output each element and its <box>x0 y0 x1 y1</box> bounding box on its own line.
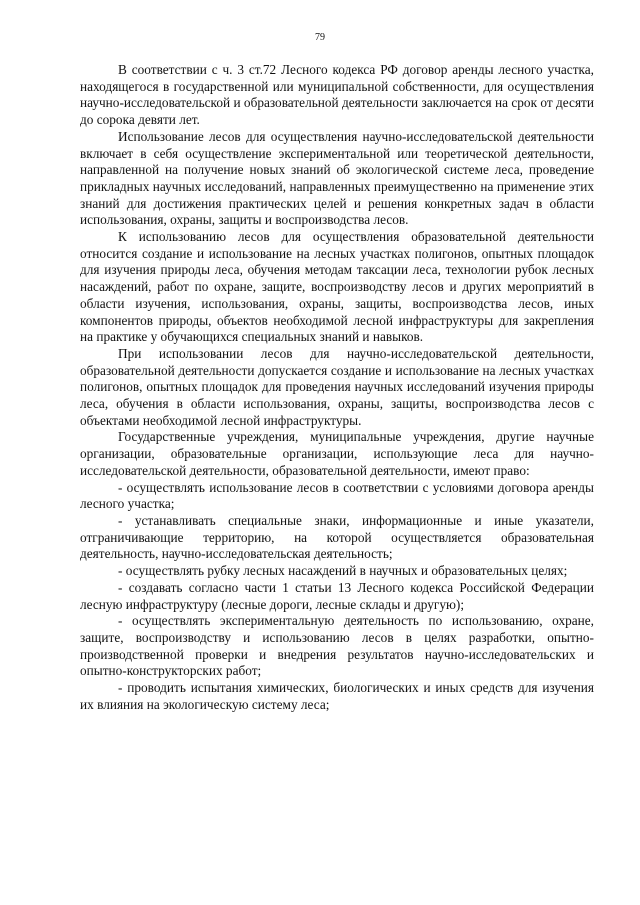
list-item-infrastructure: - создавать согласно части 1 статьи 13 Лесного кодекса Российской Федерации лесную инфраструктуру (лесные дороги, лесные склады и другую); <box>80 579 594 612</box>
paragraph-educational-use: К использованию лесов для осуществления образовательной деятельности относится создание и использование на лесных участках полигонов, опытных площадок для изучения природы леса, обучения методам таксации леса, технологии рубок лесных насаждений, работ по охране, защите, воспроизводству лесов и других мероприятий в области изучения, использования, охраны, защиты, воспроизводства лесов, иных компонентов природы, объектов необходимой лесной инфраструктуры для закрепления на практике у обучающихся специальных знаний и навыков. <box>80 229 594 345</box>
document-body <box>80 62 594 713</box>
paragraph-lease-term: В соответствии с ч. 3 ст.72 Лесного кодекса РФ договор аренды лесного участка, находящегося в государственной или муниципальной собственности, для осуществления научно-исследовательской и образовательной деятельности заключается на срок от десяти до сорока девяти лет. <box>80 62 594 128</box>
list-item-lease-use: - осуществлять использование лесов в соответствии с условиями договора аренды лесного участка; <box>80 479 594 512</box>
paragraph-rights-intro: Государственные учреждения, муниципальные учреждения, другие научные организации, образовательные организации, использующие леса для научно-исследовательской деятельности, образовательной деятельности, имеют право: <box>80 429 594 478</box>
list-item-testing: - проводить испытания химических, биологических и иных средств для изучения их влияния на экологическую систему леса; <box>80 680 594 712</box>
list-item-signs: - устанавливать специальные знаки, информационные и иные указатели, отграничивающие территорию, на которой осуществляется образовательная деятельность, научно-исследовательская деятельность; <box>80 512 594 562</box>
page-number: 79 <box>315 32 325 43</box>
list-item-felling: - осуществлять рубку лесных насаждений в научных и образовательных целях; <box>118 563 568 579</box>
list-item-experimental: - осуществлять экспериментальную деятельность по использованию, охране, защите, воспроизводству и использованию лесов в целях разработки, опытно-производственной проверки и внедрения результатов научно-исследовательских и опытно-конструкторских работ; <box>80 613 594 679</box>
paragraph-research-use: Использование лесов для осуществления научно-исследовательской деятельности включает в себя осуществление экспериментальной или теоретической деятельности, направленной на получение новых знаний об экологической системе леса, проведение прикладных научных исследований, направленных преимущественно на применение этих знаний для достижения практических целей и решения конкретных задач в области использования, охраны, защиты и воспроизводства лесов. <box>80 128 594 228</box>
paragraph-polygons: При использовании лесов для научно-исследовательской деятельности, образовательной деятельности допускается создание и использование на лесных участках полигонов, опытных площадок для проведения научных исследований изучения природы леса, обучения в области использования, охраны, защиты, воспроизводства лесов с объектами необходимой лесной инфраструктуры. <box>80 345 594 428</box>
